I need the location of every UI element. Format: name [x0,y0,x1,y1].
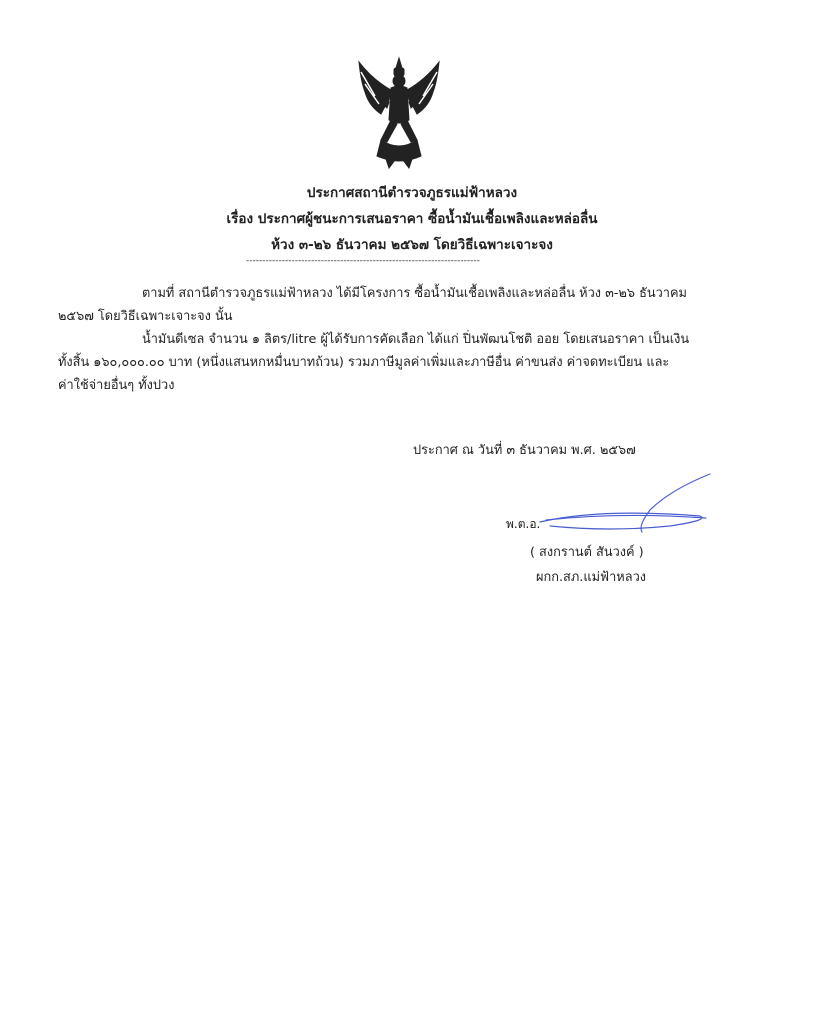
garuda-emblem-icon [355,56,443,170]
announcement-title: ประกาศสถานีตำรวจภูธรแม่ฟ้าหลวง [306,185,518,201]
announcement-body [58,282,770,397]
paragraph-1-line-1: ตามที่ สถานีตำรวจภูธรแม่ฟ้าหลวง ได้มีโครงการ ซื้อน้ำมันเชื้อเพลิงและหล่อลื่น ห้วง ๓-๒๖ ธันวาคม [142,286,687,301]
paragraph-2-line-1: น้ำมันดีเซล จำนวน ๑ ลิตร/litre ผู้ได้รับการคัดเลือก ได้แก่ ปิ่นพัฒนโชติ ออย โดยเสนอราคา เป็นเงิน [142,332,690,347]
paragraph-1-line-2: ๒๕๖๗ โดยวิธีเฉพาะเจาะจง นั้น [58,309,233,324]
signer-name: ( สงกรานต์ สันวงค์ ) [530,545,644,560]
paragraph-2-line-3: ค่าใช้จ่ายอื่นๆ ทั้งปวง [58,378,175,393]
handwritten-signature [510,470,730,540]
signer-position: ผกก.สภ.แม่ฟ้าหลวง [536,570,647,585]
announcement-date: ประกาศ ณ วันที่ ๓ ธันวาคม พ.ศ. ๒๕๖๗ [413,443,636,458]
paragraph-2-line-2: ทั้งสิ้น ๑๖๐,๐๐๐.๐๐ บาท (หนึ่งแสนหกหมื่นบาทถ้วน) รวมภาษีมูลค่าเพิ่มและภาษีอื่น ค่าขนส่ง ค่าจดทะเบียน และ [58,355,670,370]
announcement-period: ห้วง ๓-๒๖ ธันวาคม ๒๕๖๗ โดยวิธีเฉพาะเจาะจง [271,237,553,253]
signer-rank: พ.ต.อ. [506,517,541,531]
separator-line: ------------------------------------------------------------------------ [246,256,480,266]
announcement-subject: เรื่อง ประกาศผู้ชนะการเสนอราคา ซื้อน้ำมันเชื้อเพลิงและหล่อลื่น [226,211,598,227]
